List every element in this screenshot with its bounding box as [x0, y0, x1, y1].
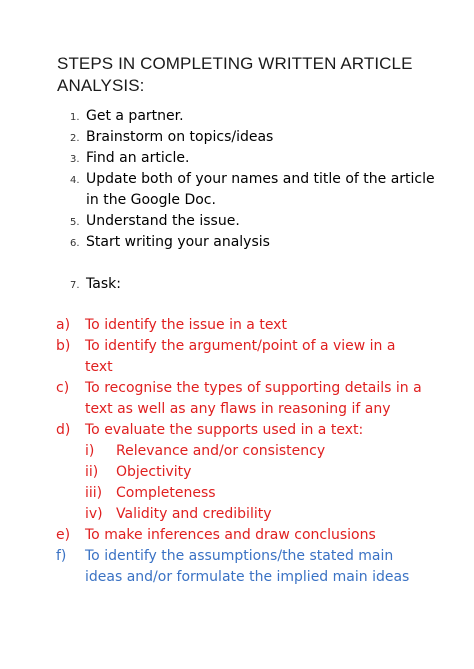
criterion-text: Objectivity [116, 464, 192, 480]
subtask-letter: f) [56, 548, 67, 564]
criterion-item [56, 504, 436, 525]
criterion-number: iv) [85, 506, 103, 522]
subtask-letter: b) [56, 338, 71, 354]
step-text: Get a partner. [86, 108, 184, 124]
step-number: 5. [70, 217, 80, 228]
subtask-letter: d) [56, 422, 71, 438]
subtask-d [56, 420, 436, 441]
step-item [70, 127, 450, 148]
subtask-text: To make inferences and draw conclusions [85, 527, 376, 543]
subtask-text-continued: ideas and/or formulate the implied main ideas [85, 569, 410, 585]
subtask-letter: e) [56, 527, 71, 543]
subtask-e [56, 525, 436, 546]
subtask-letter: a) [56, 317, 71, 333]
subtask-text-continued: text as well as any flaws in reasoning if any [85, 401, 391, 417]
steps-list [70, 106, 450, 253]
criterion-number: i) [85, 443, 95, 459]
criterion-item [56, 462, 436, 483]
step-number: 3. [70, 154, 80, 165]
subtask-text: To identify the argument/point of a view in a [85, 338, 396, 354]
step-text-continued: in the Google Doc. [86, 192, 216, 208]
subtask-text: To recognise the types of supporting details in a [85, 380, 422, 396]
step-number: 7. [70, 280, 80, 291]
criterion-text: Completeness [116, 485, 216, 501]
task-label: Task: [86, 276, 121, 292]
criterion-text: Validity and credibility [116, 506, 272, 522]
step-number: 2. [70, 133, 80, 144]
subtask-b [56, 336, 436, 378]
step-text: Update both of your names and title of the article [86, 171, 435, 187]
subtask-text: To evaluate the supports used in a text: [85, 422, 364, 438]
criterion-number: iii) [85, 485, 103, 501]
task-item [70, 274, 466, 295]
step-number: 6. [70, 238, 80, 249]
subtask-f [56, 546, 436, 588]
criterion-item [56, 483, 436, 504]
step-number: 4. [70, 175, 80, 186]
criterion-number: ii) [85, 464, 99, 480]
subtask-text: To identify the assumptions/the stated main [85, 548, 394, 564]
subtask-text-continued: text [85, 359, 113, 375]
step-text: Find an article. [86, 150, 190, 166]
step-item [70, 211, 450, 232]
step-item [70, 169, 450, 211]
step-text: Brainstorm on topics/ideas [86, 129, 274, 145]
step-number: 1. [70, 112, 80, 123]
subtask-c [56, 378, 436, 420]
step-item [70, 232, 450, 253]
subtask-list [56, 315, 436, 588]
criterion-text: Relevance and/or consistency [116, 443, 326, 459]
step-text: Understand the issue. [86, 213, 240, 229]
step-item [70, 106, 450, 127]
document-heading: STEPS IN COMPLETING WRITTEN ARTICLE ANALYSIS: [57, 54, 413, 95]
subtask-letter: c) [56, 380, 70, 396]
criterion-item [56, 441, 436, 462]
subtask-text: To identify the issue in a text [85, 317, 287, 333]
subtask-a [56, 315, 436, 336]
step-text: Start writing your analysis [86, 234, 270, 250]
step-item [70, 148, 450, 169]
